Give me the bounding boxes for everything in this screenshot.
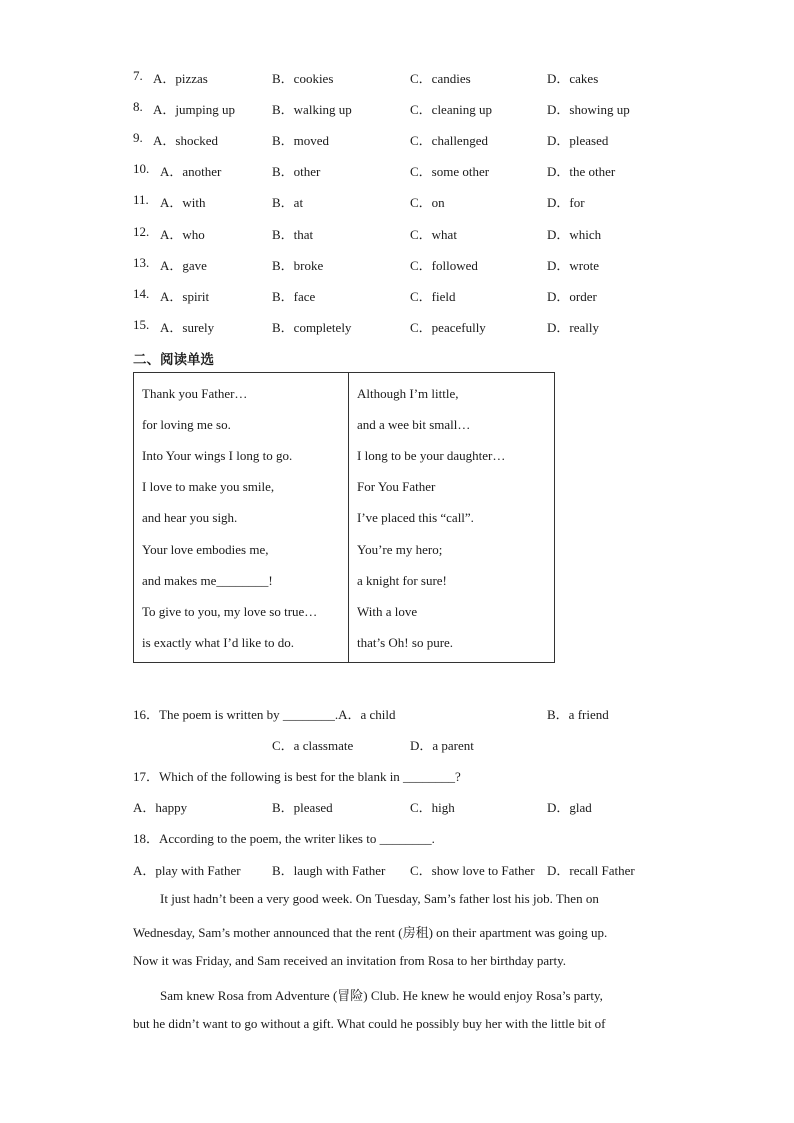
- question-17-stem: 17．Which of the following is best for the blank in ________?: [133, 769, 461, 784]
- option-b: B．cookies: [272, 71, 334, 86]
- option-b: B．face: [272, 288, 316, 304]
- option-d: D．really: [547, 319, 599, 335]
- option-a: A．shocked: [153, 133, 218, 149]
- question-number: 11.: [133, 192, 149, 208]
- option-c: C．followed: [410, 257, 478, 273]
- cloze-question-row: [133, 255, 693, 275]
- option-c: C．on: [410, 195, 445, 211]
- poem-line: You’re my hero;: [357, 541, 443, 557]
- poem-line: Into Your wings I long to go.: [142, 448, 293, 464]
- option-a: A．surely: [160, 319, 215, 335]
- poem-table-divider: [348, 373, 349, 662]
- question-number: 12.: [133, 223, 150, 239]
- option-b: B．other: [272, 164, 321, 180]
- poem-line: Thank you Father…: [142, 386, 248, 401]
- question-16-stem: 16．The poem is written by ________.A．a child: [133, 707, 396, 722]
- poem-line: To give to you, my love so true…: [142, 603, 318, 619]
- option-d: D．order: [547, 288, 597, 304]
- passage-line: but he didn’t want to go without a gift. What could he possibly buy her with the little bit of: [133, 1016, 606, 1031]
- question-18-option-a: A．play with Father: [133, 863, 241, 878]
- poem-line: and hear you sigh.: [142, 510, 238, 526]
- question-number: 9.: [133, 130, 143, 146]
- poem-line: I long to be your daughter…: [357, 448, 506, 464]
- option-c: C．field: [410, 288, 456, 304]
- cloze-question-row: [133, 130, 693, 150]
- option-a: A．who: [160, 226, 205, 242]
- passage-line: Wednesday, Sam’s mother announced that the rent (房租) on their apartment was going up.: [133, 925, 608, 940]
- question-number: 13.: [133, 254, 150, 270]
- passage-line: Now it was Friday, and Sam received an invitation from Rosa to her birthday party.: [133, 953, 566, 968]
- question-18-option-d: D．recall Father: [547, 863, 635, 878]
- section-title: 二、阅读单选: [133, 352, 214, 368]
- option-c: C．some other: [410, 164, 490, 180]
- option-d: D．which: [547, 226, 602, 242]
- cloze-question-row: [133, 286, 693, 306]
- option-d: D．pleased: [547, 133, 609, 149]
- option-a: A．pizzas: [153, 71, 208, 86]
- option-b: B．broke: [272, 257, 324, 273]
- question-number: 8.: [133, 99, 143, 115]
- passage-line: It just hadn’t been a very good week. On Tuesday, Sam’s father lost his job. Then on: [160, 891, 599, 906]
- question-number: 7.: [133, 68, 143, 83]
- cloze-question-row: [133, 99, 693, 119]
- option-a: A．jumping up: [153, 102, 235, 118]
- poem-line: and a wee bit small…: [357, 417, 471, 433]
- option-a: A．with: [160, 195, 206, 211]
- option-a: A．spirit: [160, 288, 210, 304]
- cloze-question-row: [133, 161, 693, 181]
- option-a: A．gave: [160, 257, 207, 273]
- poem-line: that’s Oh! so pure.: [357, 634, 454, 650]
- option-d: D．for: [547, 195, 585, 211]
- question-17-option-b: B．pleased: [272, 800, 333, 815]
- option-d: D．cakes: [547, 71, 599, 86]
- poem-line: Although I’m little,: [357, 386, 459, 401]
- question-18-stem: 18．According to the poem, the writer likes to ________.: [133, 831, 435, 846]
- question-number: 10.: [133, 161, 150, 177]
- cloze-question-row: [133, 317, 693, 337]
- option-b: B．that: [272, 226, 314, 242]
- poem-table: [133, 372, 555, 663]
- question-16-option-d: D．a parent: [410, 738, 474, 753]
- cloze-question-row: [133, 68, 693, 88]
- poem-line: is exactly what I’d like to do.: [142, 634, 294, 650]
- question-18-option-b: B．laugh with Father: [272, 863, 386, 878]
- question-17-option-a: A．happy: [133, 800, 188, 815]
- passage-line: Sam knew Rosa from Adventure (冒险) Club. He knew he would enjoy Rosa’s party,: [160, 988, 603, 1003]
- question-number: 15.: [133, 316, 150, 332]
- option-b: B．walking up: [272, 102, 352, 118]
- option-c: C．cleaning up: [410, 102, 492, 118]
- cloze-question-row: [133, 192, 693, 212]
- cloze-question-row: [133, 224, 693, 244]
- option-a: A．another: [160, 164, 222, 180]
- question-17-option-c: C．high: [410, 800, 455, 815]
- option-d: D．showing up: [547, 102, 630, 118]
- question-18-option-c: C．show love to Father: [410, 863, 535, 878]
- poem-line: For You Father: [357, 479, 436, 495]
- option-d: D．the other: [547, 164, 616, 180]
- question-16-option-b: B．a friend: [547, 707, 609, 722]
- question-16-option-c: C．a classmate: [272, 738, 354, 753]
- option-c: C．peacefully: [410, 319, 486, 335]
- option-d: D．wrote: [547, 257, 599, 273]
- poem-line: I love to make you smile,: [142, 479, 275, 495]
- option-c: C．candies: [410, 71, 471, 86]
- question-17-option-d: D．glad: [547, 800, 592, 815]
- option-b: B．at: [272, 195, 304, 211]
- poem-line: and makes me________!: [142, 572, 273, 588]
- poem-line: a knight for sure!: [357, 572, 447, 588]
- poem-line: for loving me so.: [142, 417, 231, 433]
- option-c: C．what: [410, 226, 457, 242]
- option-c: C．challenged: [410, 133, 488, 149]
- poem-line: I’ve placed this “call”.: [357, 510, 474, 526]
- option-b: B．moved: [272, 133, 330, 149]
- poem-line: Your love embodies me,: [142, 541, 269, 557]
- option-b: B．completely: [272, 319, 352, 335]
- question-number: 14.: [133, 285, 150, 301]
- poem-line: With a love: [357, 603, 418, 619]
